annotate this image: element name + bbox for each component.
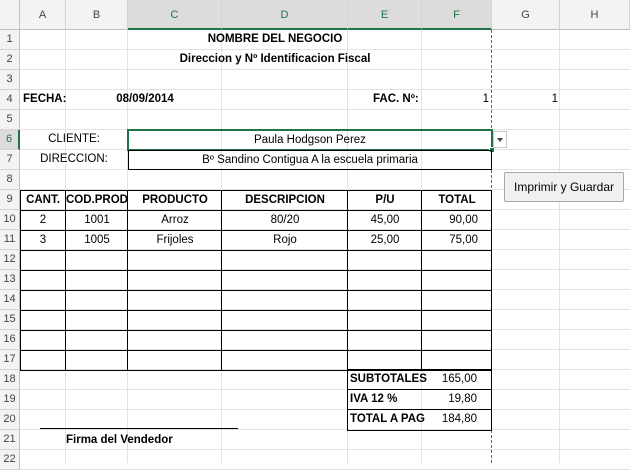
item-descripcion-cell[interactable]: Rojo xyxy=(273,234,297,246)
row-header[interactable]: 21 xyxy=(0,430,20,450)
item-total-cell[interactable]: 90,00 xyxy=(449,214,478,226)
item-producto-cell[interactable]: Arroz xyxy=(161,214,189,226)
row-header[interactable]: 19 xyxy=(0,390,20,410)
column-header-h[interactable]: H xyxy=(560,0,630,30)
signature-line xyxy=(40,428,238,429)
row-header[interactable]: 3 xyxy=(0,70,20,90)
column-header-a[interactable]: A xyxy=(20,0,66,30)
column-header-f[interactable]: F xyxy=(422,0,492,30)
item-producto-cell[interactable]: Frijoles xyxy=(156,234,194,246)
table-row-divider xyxy=(20,290,492,291)
producto-header[interactable]: PRODUCTO xyxy=(142,194,208,206)
cliente-label[interactable]: CLIENTE: xyxy=(48,133,100,145)
row-header[interactable]: 7 xyxy=(0,150,20,170)
row-header[interactable]: 14 xyxy=(0,290,20,310)
row-header[interactable]: 12 xyxy=(0,250,20,270)
row-header[interactable]: 5 xyxy=(0,110,20,130)
row-header[interactable]: 15 xyxy=(0,310,20,330)
item-cod-cell[interactable]: 1005 xyxy=(84,234,110,246)
firma-label[interactable]: Firma del Vendedor xyxy=(66,434,173,446)
gridline xyxy=(20,409,630,410)
row-header[interactable]: 18 xyxy=(0,370,20,390)
item-cant-cell[interactable]: 2 xyxy=(39,214,47,226)
row-header[interactable]: 6 xyxy=(0,130,20,150)
row-header[interactable]: 22 xyxy=(0,450,20,470)
business-name[interactable]: NOMBRE DEL NEGOCIO xyxy=(207,33,343,45)
row-header[interactable]: 10 xyxy=(0,210,20,230)
fecha-label[interactable]: FECHA: xyxy=(23,93,67,105)
cliente-value[interactable]: Paula Hodgson Perez xyxy=(254,134,366,146)
item-descripcion-cell[interactable]: 80/20 xyxy=(270,214,300,226)
cant-header[interactable]: CANT. xyxy=(26,194,60,206)
table-row-divider xyxy=(20,330,492,331)
column-header-d[interactable]: D xyxy=(222,0,348,30)
row-header[interactable]: 16 xyxy=(0,330,20,350)
fac-value[interactable]: 1 xyxy=(482,93,489,105)
descripcion-header[interactable]: DESCRIPCION xyxy=(245,194,325,206)
column-header-e[interactable]: E xyxy=(348,0,422,30)
business-address[interactable]: Direccion y Nº Identificacion Fiscal xyxy=(179,53,371,65)
row-header[interactable]: 1 xyxy=(0,30,20,50)
table-row-divider xyxy=(20,270,492,271)
total-header[interactable]: TOTAL xyxy=(438,194,476,206)
direccion-label[interactable]: DIRECCION: xyxy=(40,153,108,165)
row-header[interactable]: 8 xyxy=(0,170,20,190)
table-row-divider xyxy=(20,350,492,351)
select-all-corner[interactable] xyxy=(0,0,20,30)
fecha-value[interactable]: 08/09/2014 xyxy=(116,93,174,105)
row-header[interactable]: 20 xyxy=(0,410,20,430)
row-header[interactable]: 13 xyxy=(0,270,20,290)
print-save-button[interactable]: Imprimir y Guardar xyxy=(504,172,624,202)
fac-label[interactable]: FAC. Nº: xyxy=(373,93,419,105)
row-header[interactable]: 2 xyxy=(0,50,20,70)
column-header-g[interactable]: G xyxy=(492,0,560,30)
direccion-value[interactable]: Bº Sandino Contigua A la escuela primaria xyxy=(128,150,492,170)
row-header[interactable]: 17 xyxy=(0,350,20,370)
g4-value[interactable]: 1 xyxy=(551,93,558,105)
subtotales-value[interactable]: 165,00 xyxy=(441,373,477,385)
iva-label[interactable]: IVA 12 % xyxy=(350,393,398,405)
pu-header[interactable]: P/U xyxy=(375,194,395,206)
table-row-divider xyxy=(20,310,492,311)
item-total-cell[interactable]: 75,00 xyxy=(449,234,478,246)
iva-value[interactable]: 19,80 xyxy=(448,393,477,405)
row-header[interactable]: 11 xyxy=(0,230,20,250)
row-header[interactable]: 4 xyxy=(0,90,20,110)
item-pu-cell[interactable]: 45,00 xyxy=(370,214,400,226)
total-value[interactable]: 184,80 xyxy=(441,413,477,425)
total-label[interactable]: TOTAL A PAG xyxy=(350,413,425,425)
row-header[interactable]: 9 xyxy=(0,190,20,210)
column-header-c[interactable]: C xyxy=(128,0,222,30)
column-header-b[interactable]: B xyxy=(66,0,128,30)
cod-prod-header[interactable]: COD.PROD xyxy=(66,194,128,206)
dropdown-arrow-icon[interactable] xyxy=(493,131,507,148)
gridline xyxy=(559,30,560,463)
gridline xyxy=(20,389,630,390)
item-cant-cell[interactable]: 3 xyxy=(39,234,47,246)
item-pu-cell[interactable]: 25,00 xyxy=(370,234,400,246)
item-cod-cell[interactable]: 1001 xyxy=(84,214,110,226)
subtotales-label[interactable]: SUBTOTALES xyxy=(350,373,427,385)
gridline xyxy=(20,429,630,430)
